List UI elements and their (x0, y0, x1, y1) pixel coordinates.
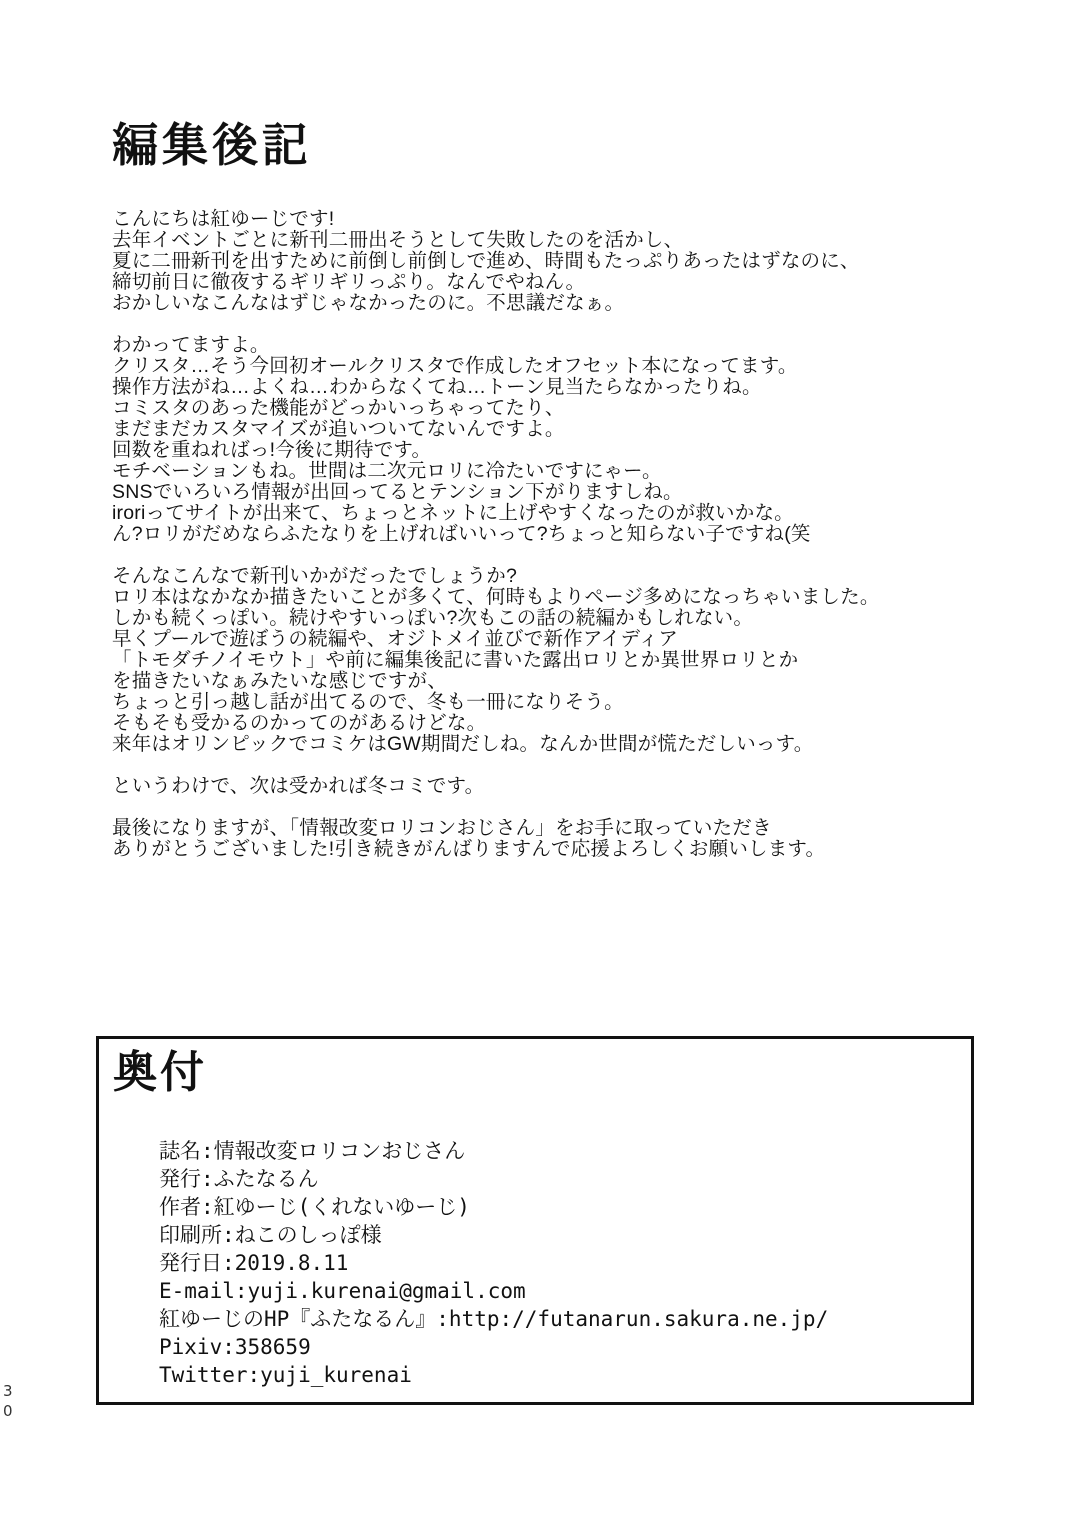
text-line: そんなこんなで新刊いかがだったでしょうか? (112, 565, 518, 587)
text-line: 最後になりますが、「情報改変ロリコンおじさん」をお手に取っていただき (112, 817, 772, 839)
text-line: モチベーションもね。世間は二次元ロリに冷たいですにゃー。 (112, 460, 662, 482)
text-line: ん?ロリがだめならふたなりを上げればいいって?ちょっと知らない子ですね(笑 (112, 523, 811, 545)
text-line: というわけで、次は受かれば冬コミです。 (112, 775, 485, 797)
colophon-entry: 誌名:情報改変ロリコンおじさん (159, 1139, 466, 1163)
colophon-entry: E-mail:yuji.kurenai@gmail.com (159, 1279, 526, 1303)
text-line: iroriってサイトが出来て、ちょっとネットに上げやすくなったのが救いかな。 (112, 502, 794, 524)
text-line: 来年はオリンピックでコミケはGW期間だしね。なんか世間が慌ただしいっす。 (112, 733, 814, 755)
colophon-entries (159, 1137, 828, 1389)
text-line: おかしいなこんなはずじゃなかったのに。不思議だなぁ。 (112, 292, 625, 314)
text-line: こんにちは紅ゆーじです! (112, 208, 335, 230)
colophon-entry: 作者:紅ゆーじ(くれないゆーじ) (159, 1195, 470, 1219)
afterword-paragraph (112, 818, 992, 860)
text-line: ちょっと引っ越し話が出てるので、冬も一冊になりそう。 (112, 691, 624, 713)
text-line: 去年イベントごとに新刊二冊出そうとして失敗したのを活かし、 (112, 229, 684, 251)
text-line: ロリ本はなかなか描きたいことが多くて、何時もよりページ多めになっちゃいました。 (112, 586, 880, 608)
colophon-entry: Twitter:yuji_kurenai (159, 1363, 412, 1387)
afterword-body (112, 209, 992, 860)
colophon-entry: 印刷所:ねこのしっぽ様 (159, 1223, 382, 1247)
text-line: わかってますよ。 (112, 334, 270, 356)
text-line: まだまだカスタマイズが追いついてないんですよ。 (112, 418, 565, 440)
page-number: 30 (3, 1382, 13, 1420)
afterword-title: 編集後記 (112, 119, 312, 171)
text-line: 「トモダチノイモウト」や前に編集後記に書いた露出ロリとか異世界ロリとか (112, 649, 799, 671)
text-line: を描きたいなぁみたいな感じですが、 (112, 670, 447, 692)
text-line: しかも続くっぽい。続けやすいっぽい?次もこの話の続編かもしれない。 (112, 607, 754, 629)
colophon-entry: 発行:ふたなるん (159, 1167, 319, 1191)
text-line: そもそも受かるのかってのがあるけどな。 (112, 712, 487, 734)
text-line: 締切前日に徹夜するギリギリっぷり。なんでやねん。 (112, 271, 586, 293)
text-line: 回数を重ねればっ!今後に期待です。 (112, 439, 432, 461)
text-line: 早くプールで遊ぼうの続編や、オジトメイ並びで新作アイディア (112, 628, 679, 650)
text-line: クリスタ…そう今回初オールクリスタで作成したオフセット本になってます。 (112, 355, 798, 377)
colophon-box (96, 1036, 974, 1405)
text-line: コミスタのあった機能がどっかいっちゃってたり、 (112, 397, 565, 419)
text-line: 夏に二冊新刊を出すために前倒し前倒しで進め、時間もたっぷりあったはずなのに、 (112, 250, 860, 272)
afterword-paragraph (112, 209, 992, 314)
colophon-title: 奥付 (113, 1048, 207, 1097)
text-line: ありがとうございました!引き続きがんばりますんで応援よろしくお願いします。 (112, 838, 826, 860)
afterword-paragraph (112, 566, 992, 755)
text-line: SNSでいろいろ情報が出回ってるとテンション下がりますしね。 (112, 481, 683, 503)
text-line: 操作方法がね…よくね…わからなくてね…トーン見当たらなかったりね。 (112, 376, 762, 398)
colophon-entry: 発行日:2019.8.11 (159, 1251, 349, 1275)
afterword-paragraph (112, 335, 992, 545)
afterword-paragraph (112, 776, 992, 797)
colophon-entry: Pixiv:358659 (159, 1335, 311, 1359)
colophon-entry: 紅ゆーじのHP『ふたなるん』:http://futanarun.sakura.ne.jp/ (159, 1307, 829, 1331)
